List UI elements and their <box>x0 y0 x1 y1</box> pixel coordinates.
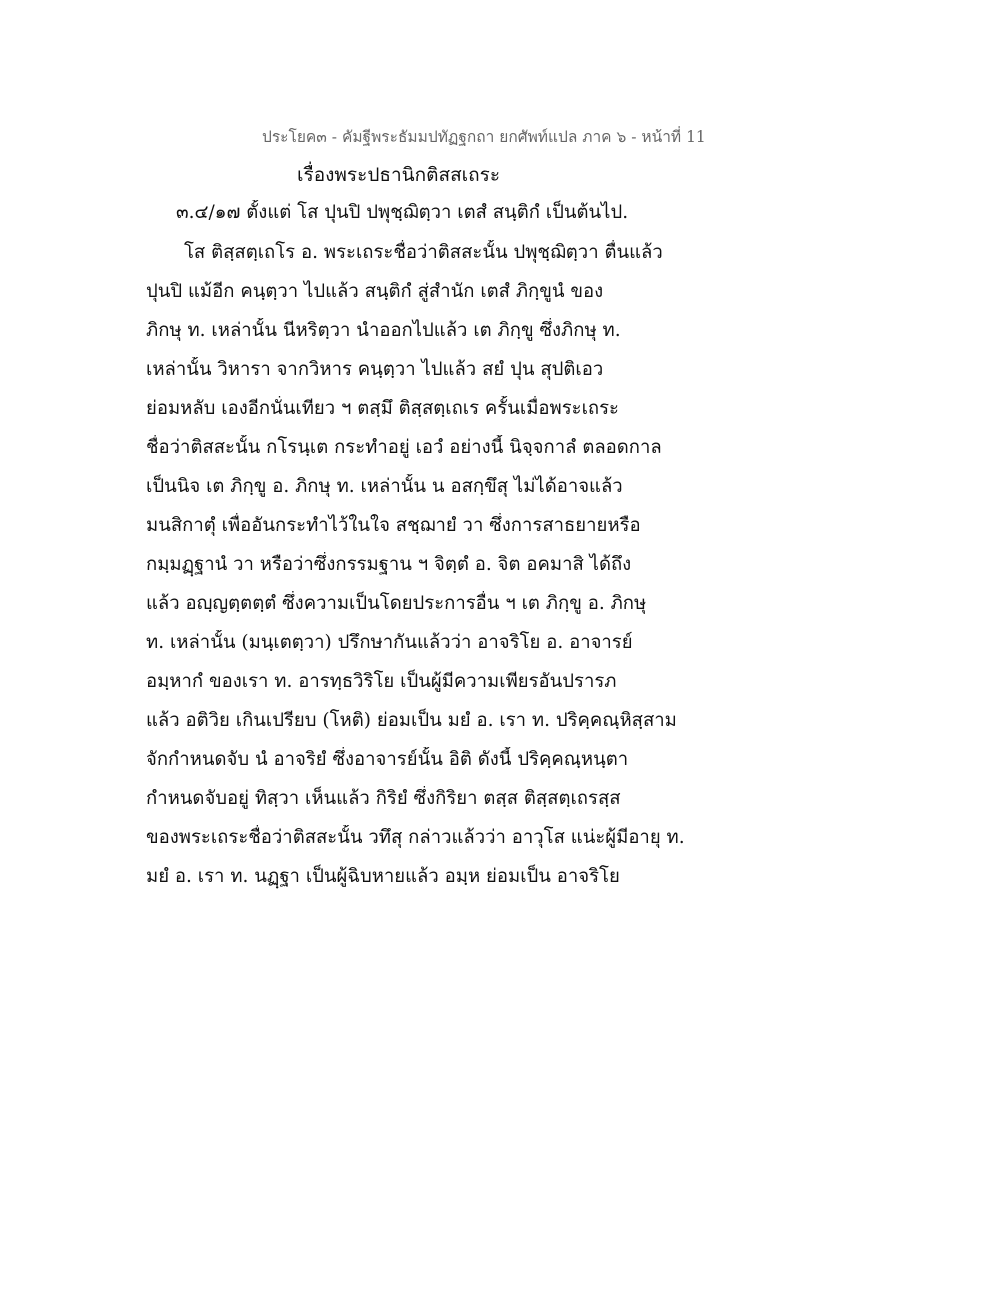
text-line: ของพระเถระชื่อว่าติสสะนั้น วทึสุ กล่าวแล้วว่า อาวุโส แน่ะผู้มีอายุ ท. <box>146 827 685 848</box>
text-line: กมฺมฏฺฐานํ วา หรือว่าซึ่งกรรมฐาน ฯ จิตฺตํ อ. จิต อคมาสิ ได้ถึง <box>146 554 632 575</box>
text-line: ๓.๔/๑๗ ตั้งแต่ โส ปุนปิ ปพุชฺฌิตฺวา เตสํ สนฺติกํ เป็นต้นไป. <box>176 202 629 223</box>
text-line: มยํ อ. เรา ท. นฏฺฐา เป็นผู้ฉิบหายแล้ว อมฺห ย่อมเป็น อาจริโย <box>146 866 620 887</box>
text-line: ย่อมหลับ เองอีกนั่นเทียว ฯ ตสฺมึ ติสฺสตฺเถเร ครั้นเมื่อพระเถระ <box>146 398 619 419</box>
text-line: แล้ว อญฺญตฺตตฺตํ ซึ่งความเป็นโดยประการอื่น ฯ เต ภิกฺขู อ. ภิกษุ <box>146 593 647 614</box>
text-line: ท. เหล่านั้น (มนฺเตตฺวา) ปรึกษากันแล้วว่า อาจริโย อ. อาจารย์ <box>146 632 633 653</box>
text-line: เป็นนิจ เต ภิกฺขู อ. ภิกษุ ท. เหล่านั้น น อสกฺขึสุ ไม่ได้อาจแล้ว <box>146 476 623 497</box>
text-line: กำหนดจับอยู่ ทิสฺวา เห็นแล้ว กิริยํ ซึ่งกิริยา ตสฺส ติสฺสตฺเถรสฺส <box>146 788 621 809</box>
story-title: เรื่องพระปธานิกติสสเถระ <box>297 164 501 186</box>
text-line: ชื่อว่าติสสะนั้น กโรนฺเต กระทำอยู่ เอวํ อย่างนี้ นิจฺจกาลํ ตลอดกาล <box>146 437 662 458</box>
text-line: แล้ว อติวิย เกินเปรียบ (โหติ) ย่อมเป็น มยํ อ. เรา ท. ปริคฺคณฺหิสฺสาม <box>146 710 677 731</box>
text-line: ภิกษุ ท. เหล่านั้น นีหริตฺวา นำออกไปแล้ว เต ภิกฺขู ซึ่งภิกษุ ท. <box>146 320 621 341</box>
text-line: เหล่านั้น วิหารา จากวิหาร คนฺตฺวา ไปแล้ว สยํ ปุน สุปติเอว <box>146 359 604 380</box>
text-line: ปุนปิ แม้อีก คนฺตฺวา ไปแล้ว สนฺติกํ สู่สำนัก เตสํ ภิกฺขูนํ ของ <box>146 281 604 302</box>
text-line: จักกำหนดจับ นํ อาจริยํ ซึ่งอาจารย์นั้น อิติ ดังนี้ ปริคฺคณฺหนฺตา <box>146 749 629 770</box>
text-line: มนสิกาตุํ เพื่ออันกระทำไว้ในใจ สชฺฌายํ วา ซึ่งการสาธยายหรือ <box>146 515 641 536</box>
running-header: ประโยค๓ - คัมฐีพระธัมมปทัฏฐกถา ยกศัพท์แปล ภาค ๖ - หน้าที่ 11 <box>262 128 706 146</box>
text-line: อมฺหากํ ของเรา ท. อารทฺธวิริโย เป็นผู้มีความเพียรอันปรารภ <box>146 671 617 692</box>
text-line: โส ติสฺสตฺเถโร อ. พระเถระชื่อว่าติสสะนั้น ปพุชฺฌิตฺวา ตื่นแล้ว <box>184 242 663 263</box>
